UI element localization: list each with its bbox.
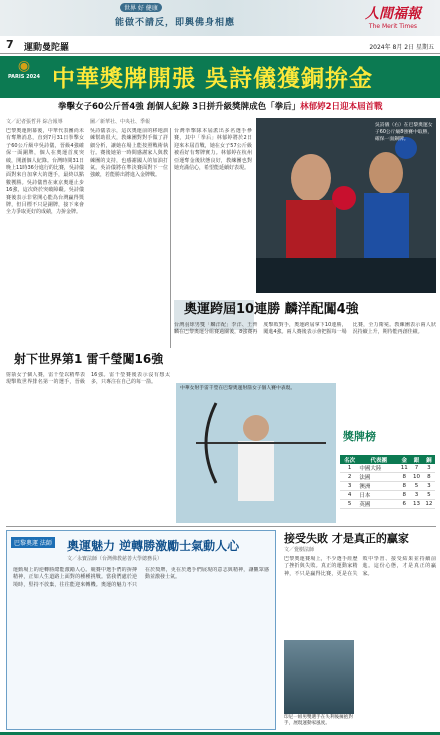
cell: 8 [423, 473, 435, 482]
table-row [340, 482, 435, 491]
cell: 3 [340, 482, 359, 491]
cell: 5 [410, 482, 422, 491]
column-box [6, 530, 276, 730]
table-row [340, 464, 435, 473]
cell: 1 [340, 464, 359, 473]
badminton-text: 台灣羽球男雙「麟洋配」李洋、王齊麟在巴黎奧運分組賽過關後，8強賽再度擊敗對手，奧運跨屆拿下10連勝，闖進4強。兩人賽後表示會把握每一場比賽，全力衛冕。教練團表示兩人狀況持續上升，期待能再創佳績。 [174, 322, 436, 336]
article-col-2: 吳詩儀表示，這次奧運前的移地訓練幫助很大，教練團對對手做了詳細分析，讓她在場上能按照戰術執行。賽後她第一時間感謝家人與教練團的支持，也感謝國人的加油打氣。吳詩儀將在準決賽面對下一位強敵，若能勝出將進入金牌戰。 [90, 128, 168, 179]
main-headline: 中華獎牌開張 吳詩儀獲銅拚金 [52, 66, 374, 92]
top-banner [0, 0, 440, 36]
divider [6, 526, 436, 527]
medal-header-rank: 名次 [340, 455, 359, 464]
archery-caption: 中華女射手雷千瑩在巴黎奧運射箭女子個人賽中表現。 [180, 386, 296, 391]
medal-header-gold: 金 [398, 455, 410, 464]
cell: 2 [340, 473, 359, 482]
cell: 3 [423, 482, 435, 491]
opinion-headline: 接受失敗 才是真正的贏家 [284, 532, 409, 545]
byline-photo: 圖／新華社、中央社、季報 [90, 119, 151, 125]
masthead-sub: The Merit Times [368, 23, 418, 30]
medal-table-title: 獎牌榜 [343, 430, 376, 443]
archery-headline: 射下世界第1 雷千瑩闖16強 [14, 352, 164, 366]
cell: 澳洲 [359, 482, 398, 491]
cell: 11 [398, 464, 410, 473]
table-row [340, 491, 435, 500]
banner-slogan: 能做不請反，即興佛身相應 [115, 18, 236, 28]
doubles-caption: 印尼一組男雙選手在失利後擁抱對手，展現運動家風度。 [284, 715, 353, 726]
cell: 5 [340, 500, 359, 509]
column-headline: 奧運魅力 逆轉勝激勵士氣動人心 [67, 539, 240, 553]
table-row [340, 473, 435, 482]
sub-headline-a: 拳擊女子60公斤晉4強 創個人紀錄 3日拼升級獎牌成色「拳后」 [58, 102, 301, 112]
cell: 5 [423, 491, 435, 500]
paris-logo [6, 58, 42, 98]
cell: 4 [340, 491, 359, 500]
cell: 10 [410, 473, 422, 482]
boxing-photo-art [256, 118, 436, 293]
sub-headline-b: 林郁婷2日迎本屆首戰 [300, 102, 383, 112]
column-text: 運動場上的逆轉勝總能激勵人心。競賽中選手們的拚搏精神，正如人生道路上面對的種種挑戰。當我們處於逆境時，堅持不放棄，往往能迎來轉機。奧運的魅力不只在於獎牌，更在於選手們展現的意志與精神，讓觀眾感動並激發士氣。 [13, 567, 269, 588]
archery-photo [176, 383, 336, 523]
opinion-text: 巴黎奧運賽場上，不少選手經歷了挫折與失敗。真正的運動家精神，不只是贏得比賽，更是在失敗中學習、接受結果並持續前進。這份心態，才是真正的贏家。 [284, 556, 436, 577]
paris-label: PARIS 2024 [7, 74, 41, 80]
page-header [0, 38, 440, 54]
cell: 7 [410, 464, 422, 473]
masthead-name: 人間福報 [365, 6, 421, 22]
cell: 日本 [359, 491, 398, 500]
article-col-1: 巴黎奧運開幕後，中華代表團尚未有奪牌消息，直到7月31日拳擊女子60公斤級中吳詩儀，晉級4強確保一面銅牌，個人在奧運首度突破，開創個人紀錄。台灣時間31日晚上11時36分進行的比賽，吳詩儀面對來自加拿大的選手，最終以點數獲勝。吳詩儀曾在東京奧運止步16強，這次終於突破障礙。吳詩儀賽後表示非常開心能為台灣贏得獎牌，但目標不只是銅牌，接下來會全力爭取更好的成績，力拚金牌。 [6, 128, 84, 216]
cell: 法國 [359, 473, 398, 482]
medal-header-team: 代表團 [359, 455, 398, 464]
section-title: 運動曼陀羅 [24, 43, 70, 53]
cell: 13 [410, 500, 422, 509]
page-date: 2024年 8月 2日 星期五 [369, 44, 434, 51]
medal-header-bronze: 銅 [423, 455, 435, 464]
table-row [340, 500, 435, 509]
doubles-photo [284, 640, 354, 714]
cell: 3 [410, 491, 422, 500]
badminton-headline: 奧運跨屆10連勝 麟洋配闖4強 [184, 302, 359, 317]
cell: 8 [398, 491, 410, 500]
medal-header-row [340, 455, 435, 464]
medal-table [340, 455, 435, 509]
medal-header-silver: 銀 [410, 455, 422, 464]
cell: 英國 [359, 500, 398, 509]
cell: 3 [423, 464, 435, 473]
column-byline: 文／永寶法師（台灣佛教慈善大學總務長） [67, 556, 163, 562]
banner-badge: 世界 好 健康 [120, 3, 162, 12]
boxing-photo [256, 118, 436, 293]
cell: 8 [398, 473, 410, 482]
archery-text: 射箭女子個人賽，雷千瑩以精準表現擊敗世界排名第一的選手，晉級16強。雷千瑩賽後表示沒有想太多，只專注在自己的每一箭。 [6, 372, 170, 386]
sub-headline [0, 100, 440, 114]
archery-photo-art [176, 383, 336, 523]
opinion-byline: 文／覺樹法師 [284, 547, 315, 553]
page-number: 7 [6, 38, 14, 51]
cell: 6 [398, 500, 410, 509]
olympic-flame-icon: ◉ [17, 58, 31, 74]
boxing-caption: 吳詩儀（右）在巴黎奧運女子60公斤級8強賽中取勝，確保一面銅牌。 [375, 123, 433, 142]
divider [170, 128, 171, 348]
column-tag: 巴黎奧運 法師 [11, 537, 55, 548]
cell: 中國大陸 [359, 464, 398, 473]
cell: 12 [423, 500, 435, 509]
masthead-logo [360, 3, 426, 30]
article-col-3: 台灣拳擊隊本屆派出多名選手參賽，其中「拳后」林郁婷將於2日迎來本屆首戰，她在女子57公斤級被看好有奪牌實力。林郁婷在杭州亞運奪金後狀態良好，教練團也對她充滿信心，希望能延續好表現。 [174, 128, 252, 172]
byline-main: 文／記者張哲昇 綜合報導 [6, 119, 63, 125]
cell: 8 [398, 482, 410, 491]
